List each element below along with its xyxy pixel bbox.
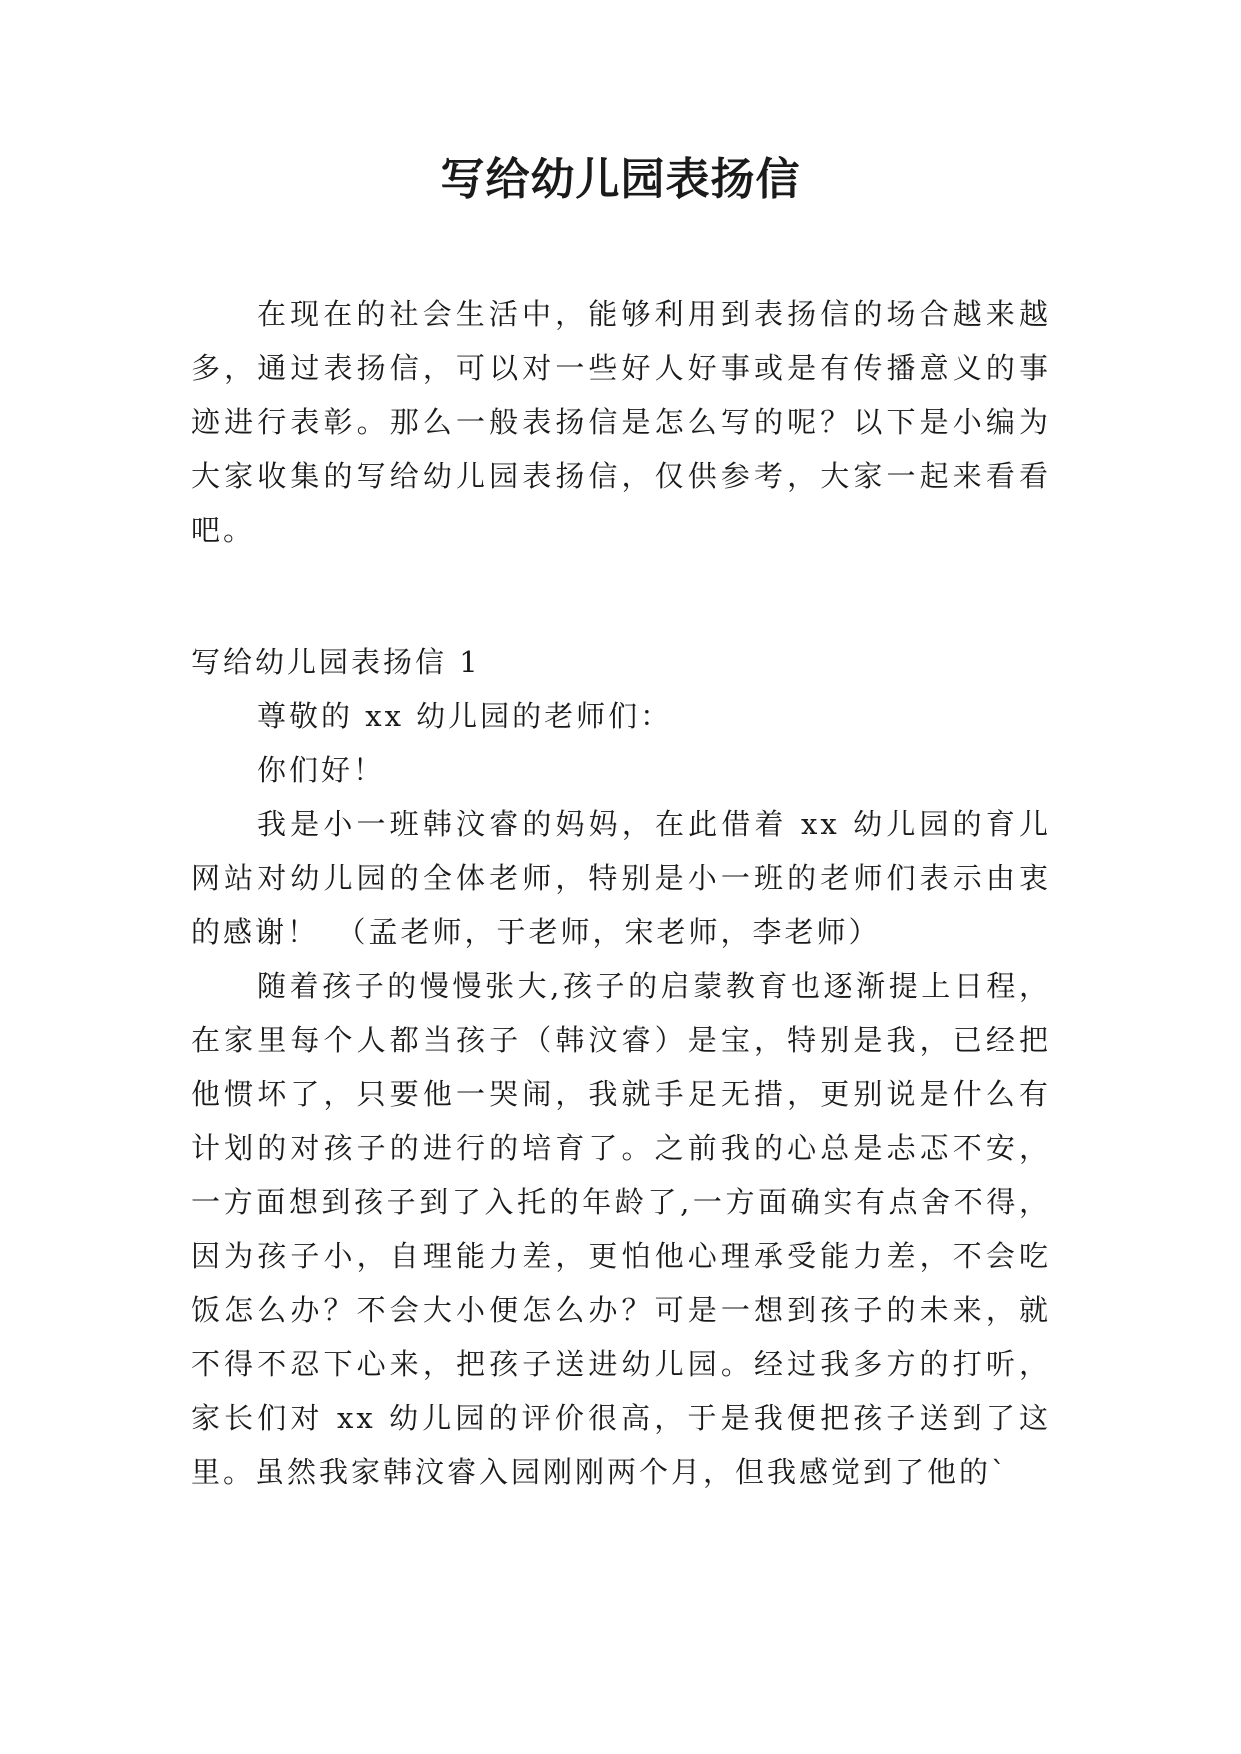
letter-greeting: 你们好！ [257,753,386,787]
letter-paragraph-2: 随着孩子的慢慢张大,孩子的启蒙教育也逐渐提上日程，在家里每个人都当孩子（韩汶睿）是宝，特别是我，已经把他惯坏了，只要他一哭闹，我就手足无措，更别说是什么有计划的对孩子的进行的培育了。之前我的心总是忐忑不安，一方面想到孩子到了入托的年龄了,一方面确实有点舍不得，因为孩子小，自理能力差，更怕他心理承受能力差，不会吃饭怎么办？不会大小便怎么办？可是一想到孩子的未来，就不得不忍下心来，把孩子送进幼儿园。经过我多方的打听，家长们对 xx 幼儿园的评价很高，于是我便把孩子送到了这里。虽然我家韩汶睿入园刚刚两个月，但我感觉到了他的` [191,969,1051,1489]
intro-section [191,287,1051,557]
document-title: 写给幼儿园表扬信 [440,154,801,205]
letter-salutation: 尊敬的 xx 幼儿园的老师们： [257,699,673,733]
intro-paragraph: 在现在的社会生活中，能够利用到表扬信的场合越来越多，通过表扬信，可以对一些好人好事或是有传播意义的事迹进行表彰。那么一般表扬信是怎么写的呢？以下是小编为大家收集的写给幼儿园表扬信，仅供参考，大家一起来看看吧。 [191,297,1051,547]
letter-section [191,635,1051,1499]
letter-paragraph-1: 我是小一班韩汶睿的妈妈，在此借着 xx 幼儿园的育儿网站对幼儿园的全体老师，特别是小一班的老师们表示由衷的感谢！ （孟老师，于老师，宋老师，李老师） [191,807,1051,949]
letter-heading: 写给幼儿园表扬信 1 [191,645,481,679]
